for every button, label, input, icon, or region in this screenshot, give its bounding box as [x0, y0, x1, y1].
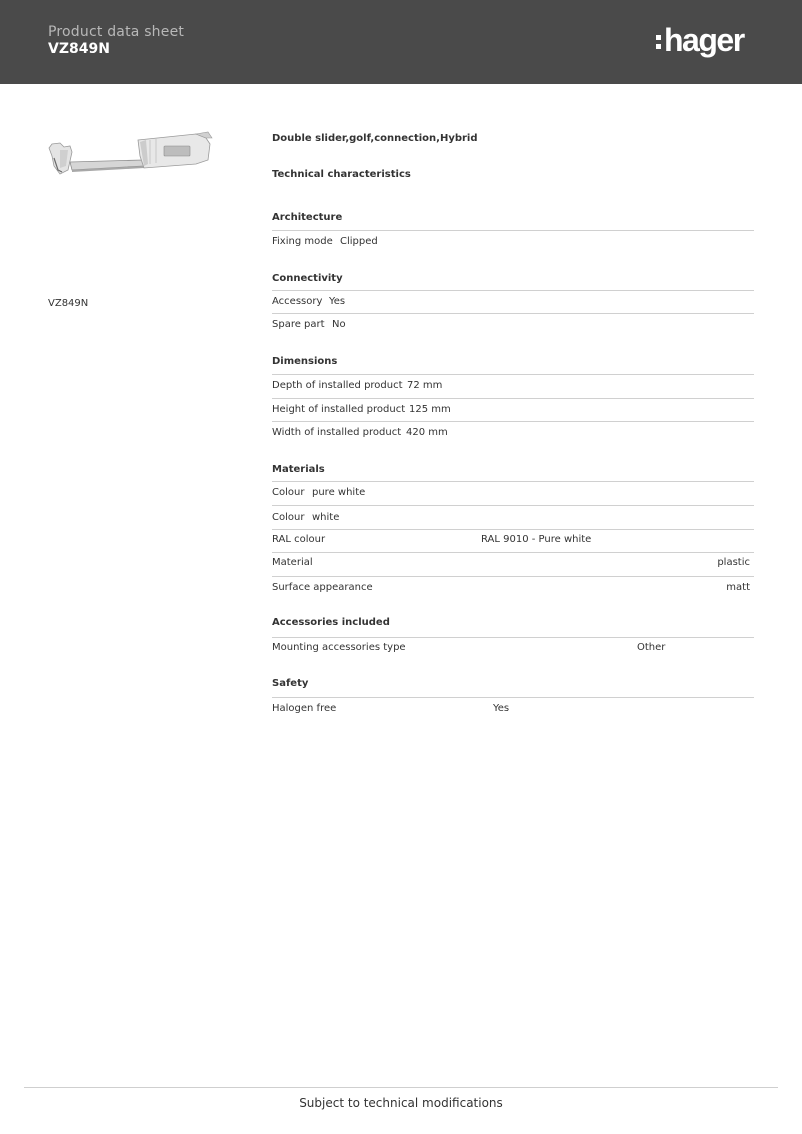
- spec-value: Clipped: [340, 236, 378, 247]
- logo-dots-icon: [656, 35, 661, 49]
- spec-value: No: [332, 319, 346, 330]
- spec-value: pure white: [312, 487, 366, 498]
- divider: [272, 290, 754, 291]
- spec-row: [272, 319, 754, 333]
- divider: [272, 421, 754, 422]
- divider: [272, 697, 754, 698]
- spec-label: Halogen free: [272, 703, 337, 714]
- spec-label: RAL colour: [272, 534, 326, 545]
- spec-value: matt: [726, 582, 750, 593]
- spec-row: [272, 427, 754, 441]
- spec-value: 420 mm: [406, 427, 448, 438]
- spec-row: [272, 582, 754, 596]
- spec-label: Colour: [272, 512, 305, 523]
- divider: [272, 505, 754, 506]
- spec-label: Accessory: [272, 296, 323, 307]
- spec-value: 125 mm: [409, 404, 451, 415]
- spec-value: Yes: [329, 296, 346, 307]
- slider-part-image: [46, 126, 214, 182]
- product-image: [46, 126, 214, 186]
- section-safety-title: Safety: [272, 678, 309, 689]
- spec-label: Spare part: [272, 319, 325, 330]
- side-product-code: VZ849N: [48, 298, 89, 309]
- divider: [272, 230, 754, 231]
- spec-row: [272, 512, 754, 526]
- spec-value: RAL 9010 - Pure white: [481, 534, 592, 545]
- spec-value: Other: [637, 642, 666, 653]
- spec-value: plastic: [717, 557, 750, 568]
- spec-row: [272, 703, 754, 717]
- spec-row: [272, 236, 754, 250]
- footer-note: Subject to technical modifications: [299, 1096, 503, 1110]
- divider: [272, 529, 754, 530]
- divider: [272, 374, 754, 375]
- spec-label: Width of installed product: [272, 427, 402, 438]
- doc-type-label: Product data sheet: [48, 24, 185, 40]
- spec-label: Surface appearance: [272, 582, 373, 593]
- section-accessories-title: Accessories included: [272, 617, 390, 628]
- divider: [272, 481, 754, 482]
- spec-label: Mounting accessories type: [272, 642, 406, 653]
- hager-logo: [656, 22, 744, 58]
- spec-label: Colour: [272, 487, 305, 498]
- spec-label: Fixing mode: [272, 236, 333, 247]
- section-architecture-title: Architecture: [272, 212, 343, 223]
- section-connectivity-title: Connectivity: [272, 273, 343, 284]
- spec-row: [272, 534, 754, 548]
- spec-value: 72 mm: [407, 380, 443, 391]
- spec-label: Material: [272, 557, 313, 568]
- spec-row: [272, 642, 754, 656]
- spec-value: white: [312, 512, 340, 523]
- divider: [272, 576, 754, 577]
- section-materials-title: Materials: [272, 464, 325, 475]
- divider: [272, 398, 754, 399]
- spec-row: [272, 296, 754, 310]
- product-title: Double slider,golf,connection,Hybrid: [272, 133, 478, 144]
- footer-divider: [24, 1087, 778, 1088]
- spec-row: [272, 380, 754, 394]
- spec-row: [272, 404, 754, 418]
- spec-label: Height of installed product: [272, 404, 406, 415]
- logo-text: hager: [664, 22, 744, 58]
- page-header: [0, 0, 802, 84]
- spec-label: Depth of installed product: [272, 380, 403, 391]
- spec-row: [272, 487, 754, 501]
- technical-characteristics-heading: Technical characteristics: [272, 169, 411, 180]
- divider: [272, 313, 754, 314]
- header-product-code: VZ849N: [48, 41, 110, 57]
- divider: [272, 637, 754, 638]
- spec-value: Yes: [493, 703, 510, 714]
- spec-row: [272, 557, 754, 571]
- divider: [272, 552, 754, 553]
- section-dimensions-title: Dimensions: [272, 356, 338, 367]
